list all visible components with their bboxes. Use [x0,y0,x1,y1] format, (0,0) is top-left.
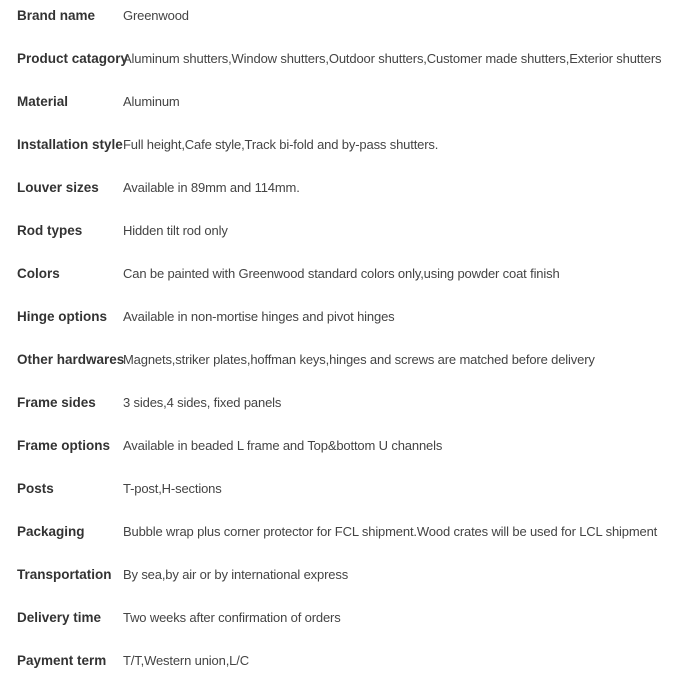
spec-row-frame-options [0,435,699,457]
spec-label: Transportation [17,567,112,582]
spec-row-delivery-time [0,607,699,629]
spec-row-frame-sides [0,392,699,414]
spec-value: T/T,Western union,L/C [123,653,249,668]
spec-value: Available in non-mortise hinges and pivot hinges [123,309,395,324]
spec-label: Packaging [17,524,85,539]
spec-label: Frame sides [17,395,96,410]
spec-label: Hinge options [17,309,107,324]
spec-value: Full height,Cafe style,Track bi-fold and by-pass shutters. [123,137,439,152]
spec-value: By sea,by air or by international express [123,567,349,582]
spec-row-transportation [0,564,699,586]
spec-row-rod-types [0,220,699,242]
spec-label: Colors [17,266,60,281]
spec-label: Frame options [17,438,111,453]
spec-row-material [0,91,699,113]
spec-value: Aluminum [123,94,180,109]
spec-label: Delivery time [17,610,102,625]
spec-row-product-category [0,48,699,70]
spec-label: Brand name [17,8,96,23]
spec-row-louver-sizes [0,177,699,199]
spec-row-packaging [0,521,699,543]
spec-value: Bubble wrap plus corner protector for FCL shipment.Wood crates will be used for LCL shipment [123,524,658,539]
spec-label: Installation style [17,137,123,152]
spec-label: Other hardwares [17,352,125,367]
spec-label: Payment term [17,653,107,668]
spec-row-hinge-options [0,306,699,328]
spec-row-posts [0,478,699,500]
spec-row-brand-name [0,5,699,27]
spec-value: Magnets,striker plates,hoffman keys,hinges and screws are matched before delivery [123,352,595,367]
spec-value: Two weeks after confirmation of orders [123,610,341,625]
spec-value: Can be painted with Greenwood standard colors only,using powder coat finish [123,266,560,281]
spec-row-payment-term [0,650,699,672]
spec-label: Rod types [17,223,83,238]
spec-value: Greenwood [123,8,189,23]
spec-label: Louver sizes [17,180,99,195]
spec-value: Available in 89mm and 114mm. [123,180,300,195]
spec-label: Material [17,94,69,109]
spec-value: Aluminum shutters,Window shutters,Outdoor shutters,Customer made shutters,Exterior shutters [123,51,662,66]
spec-row-installation-style [0,134,699,156]
spec-value: T-post,H-sections [123,481,222,496]
spec-label: Product catagory [17,51,129,66]
spec-value: 3 sides,4 sides, fixed panels [123,395,282,410]
spec-value: Available in beaded L frame and Top&bottom U channels [123,438,443,453]
spec-row-colors [0,263,699,285]
spec-value: Hidden tilt rod only [123,223,228,238]
spec-label: Posts [17,481,54,496]
spec-row-other-hardwares [0,349,699,371]
